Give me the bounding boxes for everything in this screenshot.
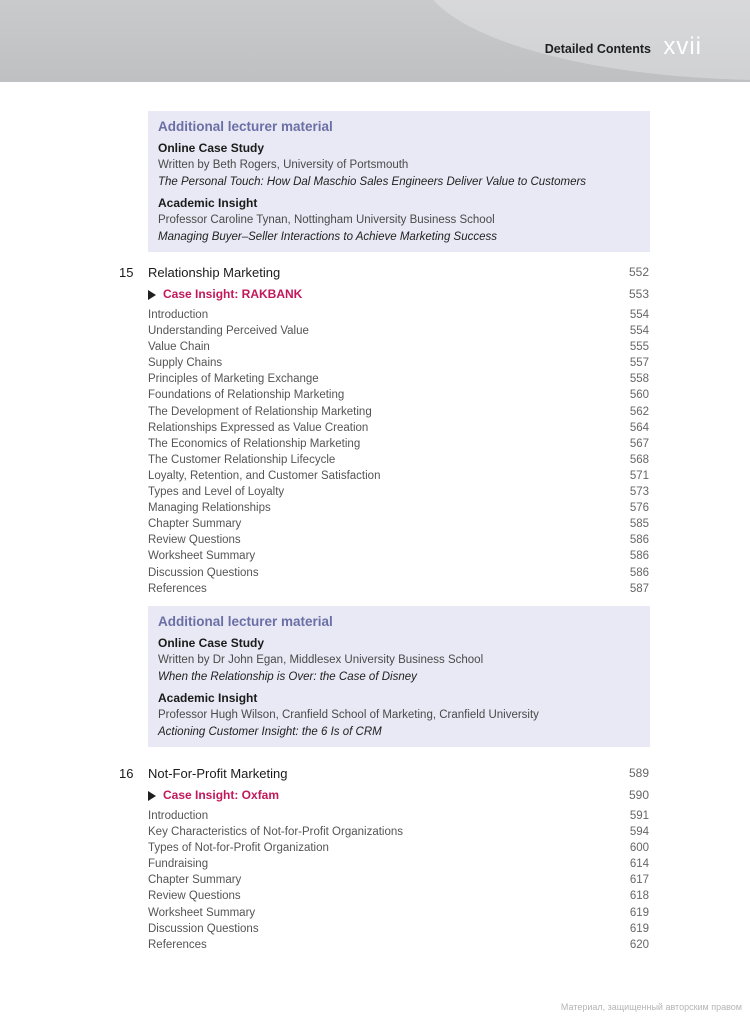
- toc-entry-page: 573: [629, 486, 649, 499]
- toc-entry[interactable]: [0, 406, 750, 422]
- toc-entry-page: 568: [629, 453, 649, 466]
- page-number: xvii: [663, 33, 702, 60]
- toc-entry-page: 619: [629, 906, 649, 919]
- toc-entry[interactable]: [0, 583, 750, 599]
- online-case-study-heading: Online Case Study: [158, 636, 265, 650]
- toc-entry-page: 620: [629, 938, 649, 951]
- toc-entry-page: 591: [629, 810, 649, 822]
- chapter-16: [0, 766, 750, 955]
- academic-insight-author: Professor Hugh Wilson, Cranfield School of Marketing, Cranfield University: [158, 709, 539, 721]
- toc-entry-title: Fundraising: [148, 858, 209, 871]
- case-study-author: Written by Beth Rogers, University of Portsmouth: [158, 159, 409, 171]
- case-insight-entry[interactable]: [0, 788, 750, 808]
- toc-entry-title: Introduction: [148, 309, 209, 321]
- toc-entry-page: 560: [629, 389, 649, 402]
- case-insight-entry[interactable]: [0, 287, 750, 307]
- toc-entry-page: 587: [629, 582, 649, 595]
- toc-entry[interactable]: [0, 939, 750, 955]
- academic-insight-heading: Academic Insight: [158, 196, 258, 210]
- toc-entry[interactable]: [0, 502, 750, 518]
- chapter-heading[interactable]: [0, 265, 750, 287]
- toc-entry-title: Supply Chains: [148, 357, 223, 370]
- toc-entry[interactable]: [0, 389, 750, 405]
- toc-entry-page: 618: [629, 890, 649, 903]
- toc-entry-page: 562: [629, 405, 649, 418]
- toc-entry[interactable]: [0, 373, 750, 389]
- toc-entry-title: Types and Level of Loyalty: [148, 486, 285, 499]
- chapter-number: 16: [119, 766, 134, 781]
- case-insight-page: 553: [628, 287, 649, 301]
- toc-entry-title: References: [148, 938, 207, 951]
- chapter-page: 589: [628, 766, 649, 780]
- toc-entry[interactable]: [0, 858, 750, 874]
- toc-entry-page: 585: [629, 518, 649, 531]
- chapter-page: 552: [628, 265, 649, 279]
- academic-insight-author: Professor Caroline Tynan, Nottingham University Business School: [158, 214, 495, 226]
- toc-entry-page: 554: [629, 325, 649, 338]
- toc-entry-title: The Customer Relationship Lifecycle: [148, 453, 336, 466]
- toc-entry-page: 586: [629, 566, 649, 579]
- online-case-study-heading: Online Case Study: [158, 141, 265, 155]
- toc-entry-page: 586: [629, 550, 649, 563]
- academic-insight-heading: Academic Insight: [158, 691, 258, 705]
- toc-entry-title: Worksheet Summary: [148, 550, 256, 563]
- copyright-watermark: Материал, защищенный авторским правом: [560, 1002, 742, 1012]
- running-head: Detailed Contents: [544, 42, 651, 56]
- toc-entry[interactable]: [0, 550, 750, 566]
- chapter-heading[interactable]: [0, 766, 750, 788]
- toc-entry-title: Chapter Summary: [148, 518, 242, 531]
- toc-entry-title: Key Characteristics of Not-for-Profit Organizations: [148, 826, 404, 839]
- toc-entry-title: Discussion Questions: [148, 566, 259, 579]
- lecturer-material-title: Additional lecturer material: [158, 119, 333, 134]
- toc-entry-title: The Economics of Relationship Marketing: [148, 437, 361, 450]
- toc-entry-page: 614: [629, 858, 649, 871]
- toc-entry[interactable]: [0, 325, 750, 341]
- case-insight-page: 590: [628, 788, 649, 802]
- chapter-title: Not-For-Profit Marketing: [148, 766, 288, 781]
- toc-entry[interactable]: [0, 341, 750, 357]
- toc-entry[interactable]: [0, 518, 750, 534]
- triangle-bullet-icon: [148, 290, 156, 300]
- toc-entry-title: Review Questions: [148, 534, 241, 547]
- toc-entry-title: Understanding Perceived Value: [148, 325, 309, 338]
- toc-entry-title: Introduction: [148, 810, 209, 822]
- toc-entry[interactable]: [0, 907, 750, 923]
- lecturer-material-title: Additional lecturer material: [158, 614, 333, 629]
- case-study-title: When the Relationship is Over: the Case of Disney: [158, 671, 417, 683]
- toc-entry-title: Types of Not-for-Profit Organization: [148, 842, 329, 855]
- case-study-title: The Personal Touch: How Dal Maschio Sales Engineers Deliver Value to Customers: [158, 176, 587, 188]
- toc-entry-page: 619: [629, 922, 649, 935]
- toc-entry[interactable]: [0, 486, 750, 502]
- toc-entry-page: 576: [629, 502, 649, 515]
- toc-entry-title: Value Chain: [148, 341, 210, 354]
- toc-entry-title: Worksheet Summary: [148, 906, 256, 919]
- toc-entry-title: Principles of Marketing Exchange: [148, 373, 319, 386]
- toc-entry[interactable]: [0, 567, 750, 583]
- toc-entry[interactable]: [0, 874, 750, 890]
- case-insight-label: Case Insight: Oxfam: [163, 788, 280, 802]
- toc-entry[interactable]: [0, 826, 750, 842]
- toc-entry-page: 554: [629, 309, 649, 321]
- toc-entry-page: 617: [629, 874, 649, 887]
- academic-insight-title: Managing Buyer–Seller Interactions to Achieve Marketing Success: [158, 231, 497, 243]
- toc-entry-title: The Development of Relationship Marketing: [148, 405, 372, 418]
- toc-entry[interactable]: [0, 422, 750, 438]
- case-insight-label: Case Insight: RAKBANK: [163, 287, 303, 301]
- toc-entry-title: Loyalty, Retention, and Customer Satisfaction: [148, 469, 381, 482]
- section-list: [0, 810, 750, 955]
- toc-entry-title: Review Questions: [148, 890, 241, 903]
- toc-entry-title: References: [148, 582, 207, 595]
- toc-entry-title: Chapter Summary: [148, 874, 242, 887]
- toc-entry[interactable]: [0, 309, 750, 325]
- triangle-bullet-icon: [148, 791, 156, 801]
- academic-insight-title: Actioning Customer Insight: the 6 Is of CRM: [158, 726, 382, 738]
- toc-entry-title: Foundations of Relationship Marketing: [148, 389, 345, 402]
- chapter-title: Relationship Marketing: [148, 265, 281, 280]
- toc-entry-page: 555: [629, 341, 649, 354]
- section-list: [0, 309, 750, 599]
- toc-entry[interactable]: [0, 842, 750, 858]
- page-header: [0, 0, 750, 82]
- toc-entry[interactable]: [0, 438, 750, 454]
- toc-entry[interactable]: [0, 923, 750, 939]
- toc-entry[interactable]: [0, 534, 750, 550]
- toc-entry-title: Discussion Questions: [148, 922, 259, 935]
- lecturer-material-box: [148, 111, 650, 252]
- toc-entry[interactable]: [0, 810, 750, 826]
- chapter-number: 15: [119, 265, 134, 280]
- toc-entry-page: 586: [629, 534, 649, 547]
- case-study-author: Written by Dr John Egan, Middlesex University Business School: [158, 654, 484, 666]
- toc-entry-title: Relationships Expressed as Value Creation: [148, 421, 369, 434]
- toc-entry-page: 571: [629, 469, 649, 482]
- toc-entry-title: Managing Relationships: [148, 502, 271, 515]
- toc-entry-page: 557: [629, 357, 649, 370]
- toc-entry[interactable]: [0, 470, 750, 486]
- toc-entry-page: 564: [629, 421, 649, 434]
- toc-entry-page: 600: [629, 842, 649, 855]
- toc-entry-page: 558: [629, 373, 649, 386]
- toc-entry-page: 567: [629, 437, 649, 450]
- toc-entry-page: 594: [629, 826, 649, 839]
- chapter-15: [0, 265, 750, 599]
- toc-entry[interactable]: [0, 357, 750, 373]
- lecturer-material-box: [148, 606, 650, 747]
- toc-entry[interactable]: [0, 454, 750, 470]
- toc-entry[interactable]: [0, 890, 750, 906]
